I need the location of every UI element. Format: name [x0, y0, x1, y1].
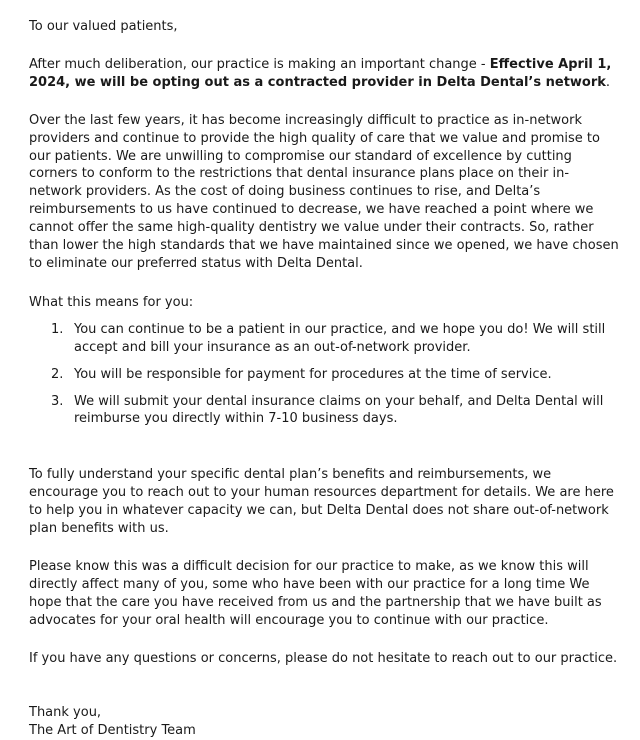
paragraph-benefits: To fully understand your specific dental plan’s benefits and reimbursements, we encourage you to reach out to your human resources department for details. We are here to help you in whatever capacity we can, but Delta Dental does not share out-of-network plan benefits with us.: [29, 467, 614, 537]
closing: Thank you,: [29, 705, 102, 721]
list-item: [29, 366, 619, 384]
greeting: To our valued patients,: [29, 19, 178, 34]
paragraph-background: Over the last few years, it has become increasingly difficult to practice as in-network providers and continue to provide the high quality of care that we value and promise to our patients. We are unwilling to compromise our standard of excellence by cutting corners to conform to the restrictions that dental insurance plans place on their in-network providers. As the cost of doing business continues to rise, and Delta’s reimbursements to us have continued to decrease, we have reached a point where we cannot offer the same high-quality dentistry we value under their contracts. So, rather than lower the high standards that we have maintained since we opened, we have chosen to eliminate our preferred status with Delta Dental.: [29, 112, 619, 271]
list-number: 2.: [51, 366, 64, 382]
list-item: [29, 321, 619, 357]
list-number: 3.: [51, 393, 64, 409]
intro-effective-date: Effective April 1, 2024, we will be opting out as a contracted provider in Delta Dental’s network: [29, 56, 612, 90]
list-item: [29, 393, 619, 429]
letter: [29, 18, 619, 740]
paragraph-decision: Please know this was a difficult decision for our practice to make, as we know this will directly affect many of you, some who have been with our practice for a long time We hope that the care you have received from us and the partnership that we have built as advocates for your oral health will encourage you to continue with our practice.: [29, 558, 602, 628]
paragraph-questions: If you have any questions or concerns, please do not hesitate to reach out to our practice.: [29, 650, 618, 666]
list-text: You can continue to be a patient in our practice, and we hope you do! We will still accept and bill your insurance as an out-of-network provider.: [74, 321, 606, 355]
intro-paragraph: [29, 56, 619, 92]
list-number: 1.: [51, 321, 64, 337]
intro-end: .: [605, 74, 611, 90]
intro-text: After much deliberation, our practice is making an important change -: [29, 56, 490, 72]
signature: The Art of Dentistry Team: [29, 723, 196, 739]
spacer: [29, 428, 619, 466]
points-list: [29, 321, 619, 429]
list-text: You will be responsible for payment for procedures at the time of service.: [74, 366, 552, 382]
means-heading: What this means for you:: [29, 294, 194, 310]
list-text: We will submit your dental insurance claims on your behalf, and Delta Dental will reimburse you directly within 7-10 business days.: [74, 393, 604, 427]
